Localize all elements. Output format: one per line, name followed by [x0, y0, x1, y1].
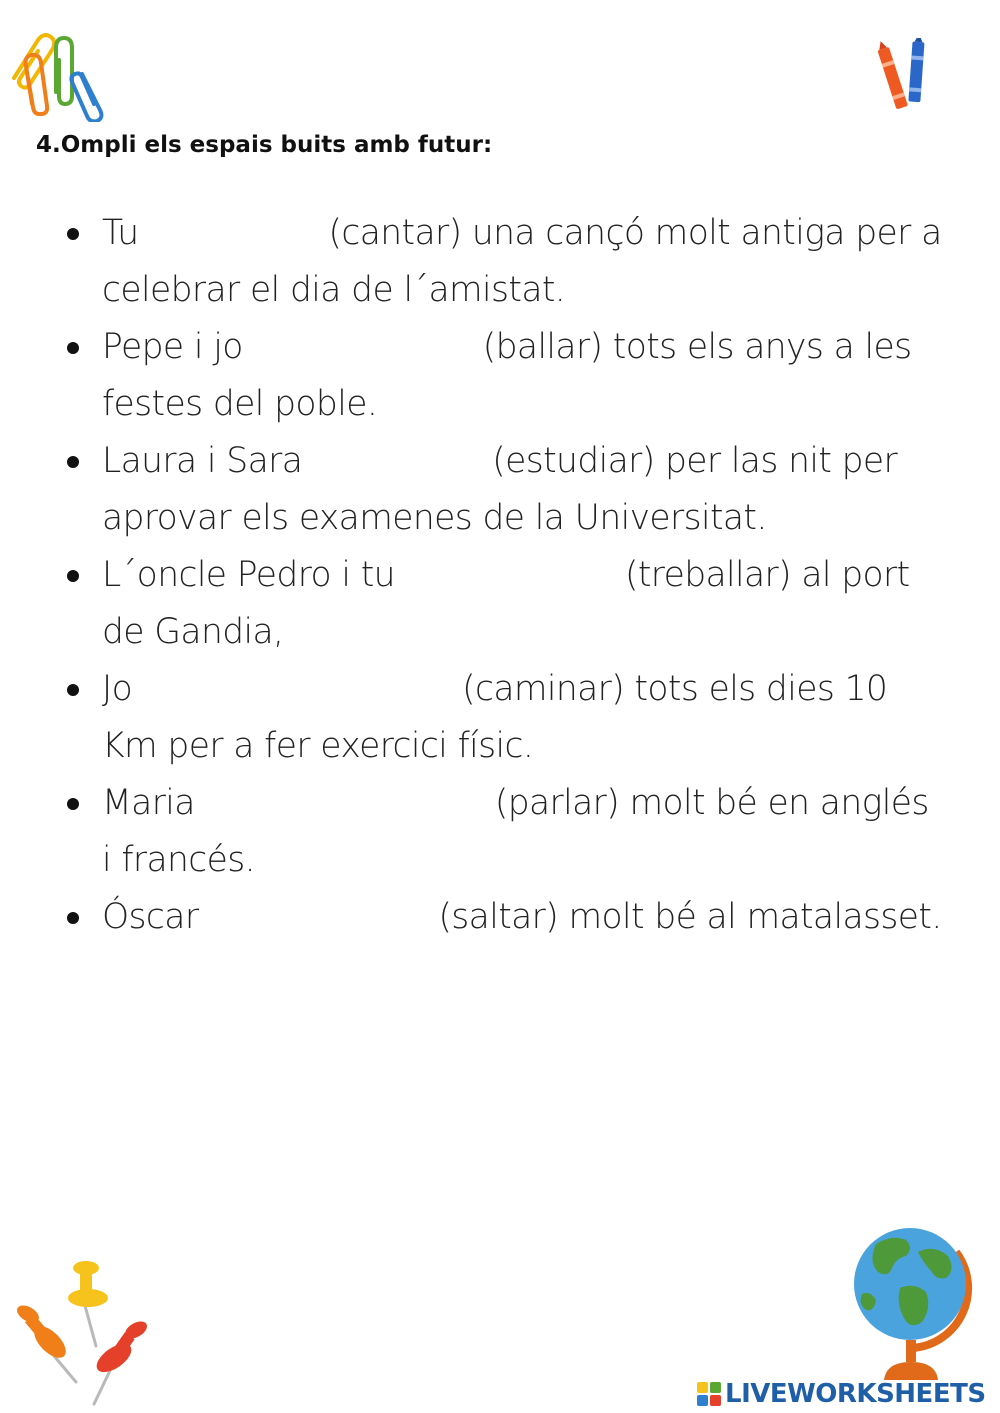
blank-field[interactable] [395, 547, 625, 604]
blank-field[interactable] [198, 889, 438, 946]
paperclips-icon [4, 26, 116, 122]
brand-name: LIVEWORKSHEETS [725, 1379, 986, 1409]
logo-icon [697, 1382, 721, 1406]
blank-field[interactable] [302, 433, 492, 490]
item-subject: Laura i Sara [102, 441, 303, 481]
list-item [0, 319, 992, 433]
item-subject: Tu [102, 213, 139, 253]
bullet-icon [67, 570, 79, 582]
globe-icon [848, 1222, 976, 1382]
liveworksheets-logo [697, 1377, 986, 1411]
item-verb-text: (saltar) molt bé al matalasset. [438, 897, 942, 937]
item-verb-text: (caminar) tots els dies 10 [462, 669, 888, 709]
list-item [0, 775, 992, 889]
item-continuation: celebrar el dia de l´amistat. [102, 270, 566, 310]
list-item [0, 205, 992, 319]
bullet-icon [67, 456, 79, 468]
exercise-list [0, 205, 1000, 946]
item-subject: Jo [102, 669, 133, 709]
bullet-icon [67, 342, 79, 354]
item-continuation: Km per a fer exercici físic. [102, 726, 534, 766]
list-item [0, 547, 992, 661]
item-subject: Pepe i jo [102, 327, 243, 367]
bullet-icon [67, 684, 79, 696]
bullet-icon [67, 912, 79, 924]
bullet-icon [67, 798, 79, 810]
item-verb-text: (cantar) una cançó molt antiga per a [328, 213, 942, 253]
bullet-icon [67, 228, 79, 240]
item-continuation: festes del poble. [102, 384, 378, 424]
item-continuation: i francés. [102, 840, 256, 880]
list-item [0, 889, 992, 946]
list-item [0, 433, 992, 547]
item-subject: L´oncle Pedro i tu [102, 555, 395, 595]
pushpins-icon [14, 1258, 148, 1408]
list-item [0, 661, 992, 775]
item-verb-text: (treballar) al port [624, 555, 910, 595]
blank-field[interactable] [139, 205, 329, 262]
crayons-icon [878, 38, 936, 122]
exercise-title: 4.Ompli els espais buits amb futur: [36, 132, 493, 158]
item-verb-text: (parlar) molt bé en anglés [494, 783, 929, 823]
item-subject: Óscar [102, 897, 199, 937]
item-continuation: de Gandia, [102, 612, 284, 652]
blank-field[interactable] [243, 319, 483, 376]
item-verb-text: (estudiar) per las nit per [492, 441, 898, 481]
blank-field[interactable] [132, 661, 462, 718]
item-verb-text: (ballar) tots els anys a les [482, 327, 912, 367]
blank-field[interactable] [195, 775, 495, 832]
item-continuation: aprovar els examenes de la Universitat. [102, 498, 767, 538]
item-subject: Maria [102, 783, 195, 823]
